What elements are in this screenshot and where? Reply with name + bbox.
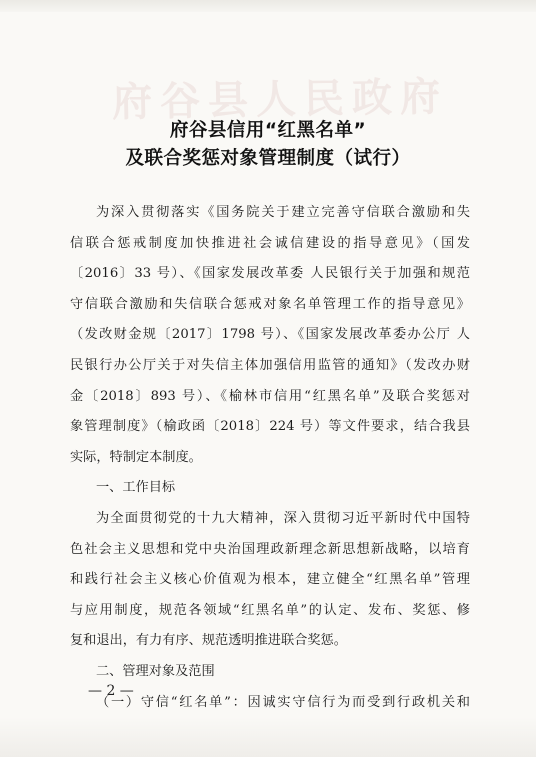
page-number: — 2 — <box>88 683 134 699</box>
section1-line: 和践行社会主义核心价值观为根本，建立健全“红黑名单”管理 <box>70 572 470 588</box>
section1-line: 色社会主义思想和党中央治国理政新理念新思想新战略，以培育 <box>70 541 470 557</box>
intro-line: 实际，特制定本制度。 <box>70 449 202 465</box>
intro-line: （发改财金规〔2017〕1798 号）、《国家发展改革委办公厅 人 <box>70 327 470 343</box>
document-title-line-2: 及联合奖惩对象管理制度（试行） <box>125 148 411 169</box>
document-title-line-1: 府谷县信用“红黑名单” <box>169 120 367 141</box>
section2-line: （一）守信“红名单”：因诚实守信行为而受到行政机关和 <box>96 694 470 710</box>
section1-line: 与应用制度，规范各领域“红黑名单”的认定、发布、奖惩、修 <box>70 602 470 618</box>
section-heading-management-scope: 二、管理对象及范围 <box>96 664 215 679</box>
intro-line: 守信联合激励和失信联合惩戒对象名单管理工作的指导意见》 <box>70 296 470 312</box>
section1-line: 为全面贯彻党的十九大精神，深入贯彻习近平新时代中国特 <box>96 511 470 526</box>
section1-line: 复和退出，有力有序、规范透明推进联合奖惩。 <box>70 633 347 649</box>
intro-line: 〔2016〕33 号）、《国家发展改革委 人民银行关于加强和规范 <box>70 266 470 282</box>
intro-line: 金〔2018〕893 号）、《榆林市信用“红黑名单”及联合奖惩对 <box>70 388 470 404</box>
bottom-edge-shade <box>0 717 536 757</box>
top-edge-shade <box>0 0 536 12</box>
intro-line: 信联合惩戒制度加快推进社会诚信建设的指导意见》（国发 <box>70 235 470 251</box>
section-heading-work-goals: 一、工作目标 <box>96 480 176 496</box>
government-watermark: 府谷县人民政府 <box>111 74 449 126</box>
intro-line: 象管理制度》（榆政函〔2018〕224 号）等文件要求，结合我县 <box>70 419 470 435</box>
intro-line: 民银行办公厅关于对失信主体加强信用监管的通知》（发改办财 <box>70 358 470 373</box>
intro-line: 为深入贯彻落实《国务院关于建立完善守信联合激励和失 <box>96 205 470 220</box>
